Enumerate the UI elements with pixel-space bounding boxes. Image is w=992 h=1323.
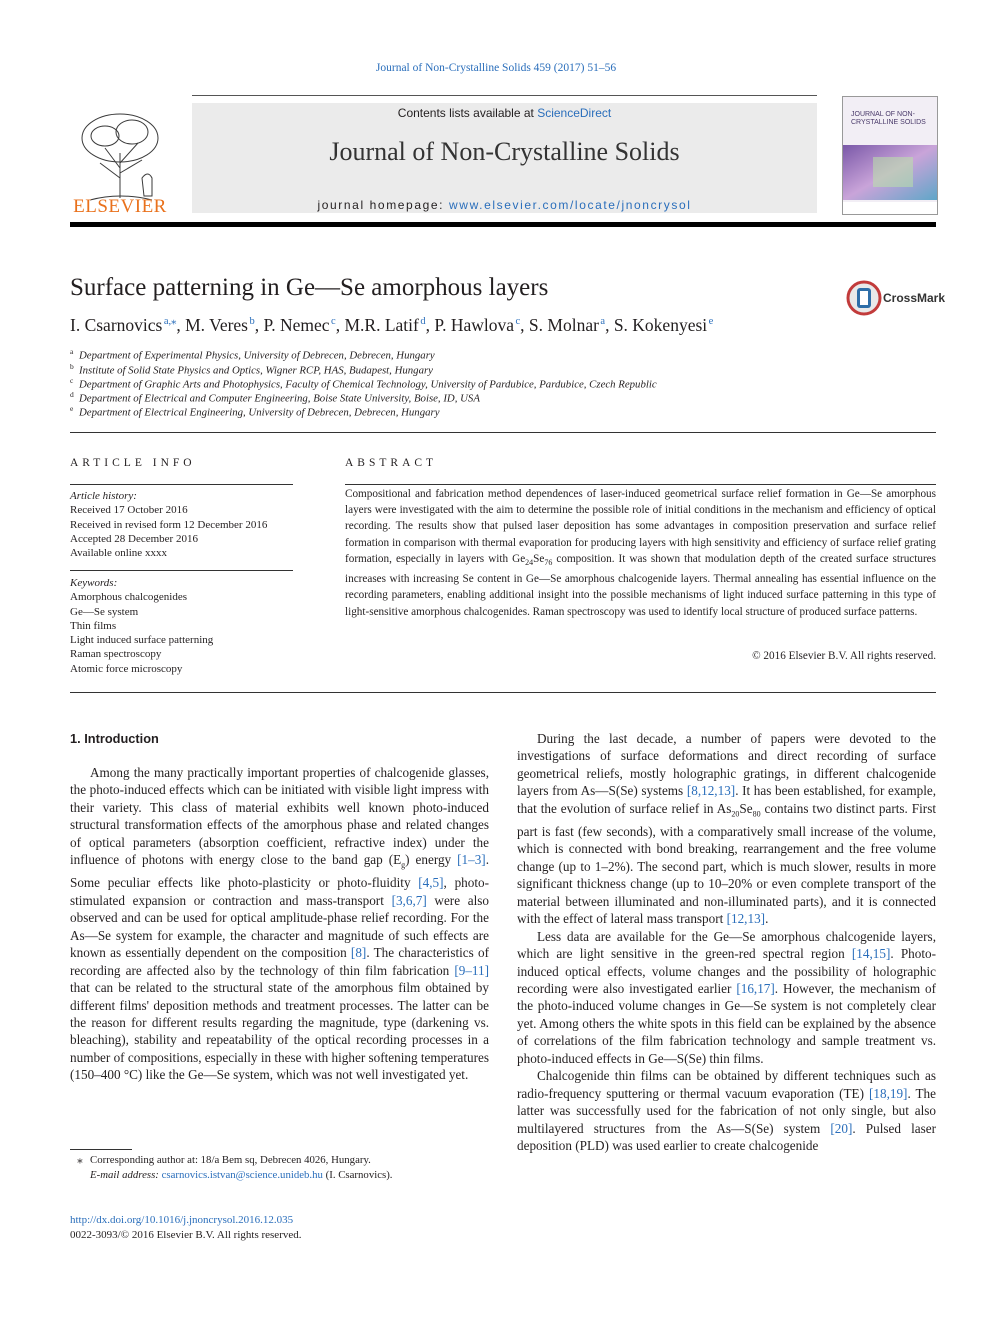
text-run: . It has been established, for example, that the evolution of surface relief in As xyxy=(517,783,937,816)
author-affil-ref[interactable]: d xyxy=(420,316,426,328)
history-heading: Article history: xyxy=(70,490,137,502)
author-affil-ref[interactable]: c xyxy=(331,316,336,328)
text-run: Chalcogenide thin films can be obtained by different techniques such as radio-frequency sputtering or thermal vacuum evaporation (TE) xyxy=(517,1068,936,1101)
issn-line: 0022-3093/© 2016 Elsevier B.V. All rights reserved. xyxy=(70,1229,302,1241)
citation-link[interactable]: [14,15] xyxy=(851,946,891,962)
text-run: contains two distinct parts. First part is fast (few seconds), with a comparatively small increase of the volume, which is connected with bond breaking, rearrangement and the free volume change (up to 1–2%). The second part, which is much slower, results in more significant thickness change (up to 10–20% or even complete transport of the material between illuminated and non-illuminated parts), and it is connected with the effect of lateral mass transport xyxy=(517,800,936,927)
body-right-column xyxy=(517,730,936,1155)
keywords-heading: Keywords: xyxy=(70,577,118,589)
affiliation-key: b xyxy=(70,362,74,371)
affiliation xyxy=(70,347,435,362)
keywords-rule xyxy=(70,570,293,571)
copyright-notice: © 2016 Elsevier B.V. All rights reserved. xyxy=(752,650,936,662)
keyword: Raman spectroscopy xyxy=(70,648,162,661)
homepage-prefix: journal homepage: xyxy=(317,198,450,212)
abstract-heading: ABSTRACT xyxy=(345,457,438,469)
header-top-rule xyxy=(192,95,817,96)
subscript: 80 xyxy=(752,809,761,819)
journal-reference-link[interactable]: Journal of Non-Crystalline Solids 459 (2017) 51–56 xyxy=(375,62,617,74)
author-list: I. Csarnovics $^{a,⁎}$, M. Veres $^b$, P. Nemec $^c$, M.R. Latif $^d$, P. Hawlova $^c$, S. Molnar $^a$, S. Kokenyesi $^e$ xyxy=(70,315,714,335)
paragraph xyxy=(517,730,936,928)
sciencedirect-link[interactable]: ScienceDirect xyxy=(537,106,612,120)
article-title: Surface patterning in Ge—Se amorphous layers xyxy=(70,274,549,301)
text-run: were also observed and can be used for optical amplitude-phase relief recording. For the As—Se system for example, the character and magnitude of such effects are known as essentially dependent on the composition xyxy=(70,892,489,961)
author-name: I. Csarnovics xyxy=(70,315,163,335)
body-left-column xyxy=(70,764,489,1084)
text-run: , photo-stimulated expansion or contraction and mass-transport xyxy=(70,875,489,908)
affiliation-text: Department of Experimental Physics, University of Debrecen, Debrecen, Hungary xyxy=(79,349,435,362)
crossmark-label[interactable]: CrossMark xyxy=(883,291,946,305)
text-run: . The characteristics of recording are affected also by the technology of thin film fabrication xyxy=(70,945,489,978)
subscript: g xyxy=(401,860,406,870)
affiliation xyxy=(70,376,657,391)
paragraph xyxy=(517,1067,936,1154)
subscript: 20 xyxy=(731,809,740,819)
text-run: that can be related to the structural state of the amorphous film obtained by different films' deposition methods and treatment processes. The latter can be the reason for different results regarding the magnitude, type (darkening vs. bleaching), stability and repeatability of the optical recording processes in a number of compositions, especially in these with higher softening temperatures (150–400 °C) like the Ge—Se system, which was not well investigated yet. xyxy=(70,980,489,1083)
author-affil-ref[interactable]: e xyxy=(708,316,714,328)
doi-link[interactable]: http://dx.doi.org/10.1016/j.jnoncrysol.2016.12.035 xyxy=(70,1214,294,1226)
affiliation-key: a xyxy=(70,347,74,356)
citation-link[interactable]: [1–3] xyxy=(457,852,486,868)
author-name: M.R. Latif xyxy=(344,315,419,335)
citation-link[interactable]: [20] xyxy=(830,1120,853,1136)
citation-link[interactable]: [8,12,13] xyxy=(686,783,736,799)
paragraph xyxy=(517,928,936,1068)
corresponding-author-note xyxy=(70,1153,371,1168)
contents-line xyxy=(192,106,817,120)
citation-link[interactable]: [9–11] xyxy=(454,962,489,978)
footer xyxy=(70,1213,302,1243)
citation-link[interactable]: [18,19] xyxy=(868,1085,908,1101)
abstract-part: Compositional and fabrication method dependences of laser-induced geometrical surface relief formation in Ge—Se amorphous layers were investigated with the aim to determine the possible role of initial conditions in the mechanism and efficiency of optical recording. The results show that pulsed laser deposition has some advantages in composition preservation and surface relief formation in comparison with thermal evaporation for producing layers with high sensitivity and efficiency of surface relief grating formation, especially in layers with Ge xyxy=(345,488,936,565)
footnote-rule xyxy=(70,1149,132,1150)
affiliation xyxy=(70,362,433,377)
author-affil-ref[interactable]: a,⁎ xyxy=(163,316,177,328)
text-run: . The latter was successfully used for the fabrication of not only single, but also multilayered structures from the As—S(Se) system xyxy=(517,1085,936,1136)
footnote-text: Corresponding author at: 18/a Bem sq, Debrecen 4026, Hungary. xyxy=(90,1154,371,1166)
homepage-link[interactable]: www.elsevier.com/locate/jnoncrysol xyxy=(449,198,692,212)
email-link[interactable]: csarnovics.istvan@science.unideb.hu xyxy=(161,1169,323,1181)
keywords xyxy=(70,576,213,676)
author-name: S. Kokenyesi xyxy=(613,315,708,335)
author-name: M. Veres xyxy=(185,315,248,335)
text-run: Less data are available for the Ge—Se amorphous chalcogenide layers, which are light sensitive in the green-red spectral region xyxy=(517,928,936,962)
footnote-marker: ⁎ xyxy=(77,1154,83,1166)
keyword: Amorphous chalcogenides xyxy=(70,591,187,604)
history-item: Available online xxxx xyxy=(70,547,167,560)
affiliation-key: d xyxy=(70,390,74,399)
text-run: During the last decade, a number of papers were devoted to the investigations of surface deformations and direct recording of surface geometrical reliefs, mostly holographic gratings, in different chalcogenide layers from As—S(Se) systems xyxy=(517,731,936,799)
history-item: Received 17 October 2016 xyxy=(70,504,188,517)
abstract-bottom-divider xyxy=(70,692,936,693)
affiliation-text: Department of Graphic Arts and Photophysics, Faculty of Chemical Technology, University of Pardubice, Pardubice, Czech Republic xyxy=(79,378,657,391)
keyword: Light induced surface patterning xyxy=(70,634,214,647)
text-run: . Some peculiar effects like photo-plasticity or photo-fluidity xyxy=(70,852,489,891)
section-divider xyxy=(70,432,936,433)
elsevier-wordmark: ELSEVIER xyxy=(73,196,167,217)
citation-link[interactable]: [3,6,7] xyxy=(391,892,427,908)
abstract-part: Se xyxy=(533,552,545,565)
keyword: Atomic force microscopy xyxy=(70,662,183,675)
keyword: Thin films xyxy=(70,619,117,632)
abstract-part: composition. It was shown that modulation depth of the created surface structures increases with increasing Se content in Ge—Se amorphous chalcogenide layers. Thermal annealing has essential influence on the recording parameters, enabling additional insight into the possible mechanisms of light induced surface patterning in this type of light-sensitive amorphous chalcogenides. Raman spectroscopy was used to identify local structure of produced surface patterns. xyxy=(345,552,936,618)
contents-prefix: Contents lists available at xyxy=(397,106,538,120)
journal-title: Journal of Non-Crystalline Solids xyxy=(329,137,680,166)
journal-cover-thumbnail xyxy=(842,96,938,215)
affiliation-key: e xyxy=(70,404,74,413)
email-suffix: (I. Csarnovics). xyxy=(322,1169,393,1181)
abstract-rule xyxy=(345,484,936,485)
affiliation xyxy=(70,390,480,405)
author-name: S. Molnar xyxy=(528,315,599,335)
text-run: ) energy xyxy=(405,852,458,868)
header-bottom-rule xyxy=(70,222,936,227)
article-history xyxy=(70,489,267,560)
text-run: . Pulsed laser deposition (PLD) was used earlier to create chalcogenide xyxy=(517,1120,936,1154)
affiliation-text: Institute of Solid State Physics and Optics, Wigner RCP, HAS, Budapest, Hungary xyxy=(79,364,433,377)
affiliation xyxy=(70,404,440,419)
email-note xyxy=(90,1168,393,1183)
author-name: P. Hawlova xyxy=(434,315,515,335)
text-run: . However, the mechanism of the photo-induced volume changes in Ge—Se system is not completely clear yet. Among others the white spots in this field can be explained by the absence of correlations of the film fabrication technology and sample treatment vs. photo-induced effects in Ge—S(Se) thin films. xyxy=(517,980,936,1066)
history-item: Accepted 28 December 2016 xyxy=(70,532,198,545)
citation-link[interactable]: [8] xyxy=(350,945,367,961)
abstract-text xyxy=(345,486,936,620)
author-affil-ref[interactable]: c xyxy=(515,316,521,328)
affiliation-text: Department of Electrical Engineering, University of Debrecen, Debrecen, Hungary xyxy=(79,406,440,419)
citation-link[interactable]: [4,5] xyxy=(418,875,444,891)
text-run: Se xyxy=(739,800,753,816)
cover-title: JOURNAL OF NON-CRYSTALLINE SOLIDS xyxy=(851,111,926,126)
journal-homepage xyxy=(192,198,817,212)
paragraph xyxy=(70,764,489,1084)
text-run: . Photo-induced optical effects, volume changes and the possibility of holographic recording were also investigated earlier xyxy=(517,946,937,996)
article-info-rule xyxy=(70,484,293,485)
text-run: . xyxy=(765,911,769,927)
crossmark-icon[interactable] xyxy=(846,280,882,316)
text-run: Among the many practically important properties of chalcogenide glasses, the photo-induced effects which can be initiated with visible light impress with their variety. This class of material exhibits well known photo-induced structural transformation effects of the amorphous phase and related changes of optical parameters (absorption coefficient, refractive index) under the influence of photons with energy close to the band gap (E xyxy=(70,765,489,868)
affiliation-key: c xyxy=(70,376,74,385)
author-affil-ref[interactable]: b xyxy=(249,316,255,328)
article-info-heading: ARTICLE INFO xyxy=(70,457,196,469)
history-item: Received in revised form 12 December 2016 xyxy=(70,518,268,531)
abstract-subscript: 76 xyxy=(544,558,553,568)
section-heading: 1. Introduction xyxy=(70,731,159,746)
affiliation-text: Department of Electrical and Computer Engineering, Boise State University, Boise, ID, USA xyxy=(79,392,480,405)
abstract-subscript: 24 xyxy=(525,558,534,568)
citation-link[interactable]: [12,13] xyxy=(726,911,766,927)
author-name: P. Nemec xyxy=(263,315,330,335)
author-affil-ref[interactable]: a xyxy=(600,316,606,328)
keyword: Ge—Se system xyxy=(70,605,139,618)
email-label: E-mail address: xyxy=(90,1169,162,1181)
citation-link[interactable]: [16,17] xyxy=(736,980,775,996)
